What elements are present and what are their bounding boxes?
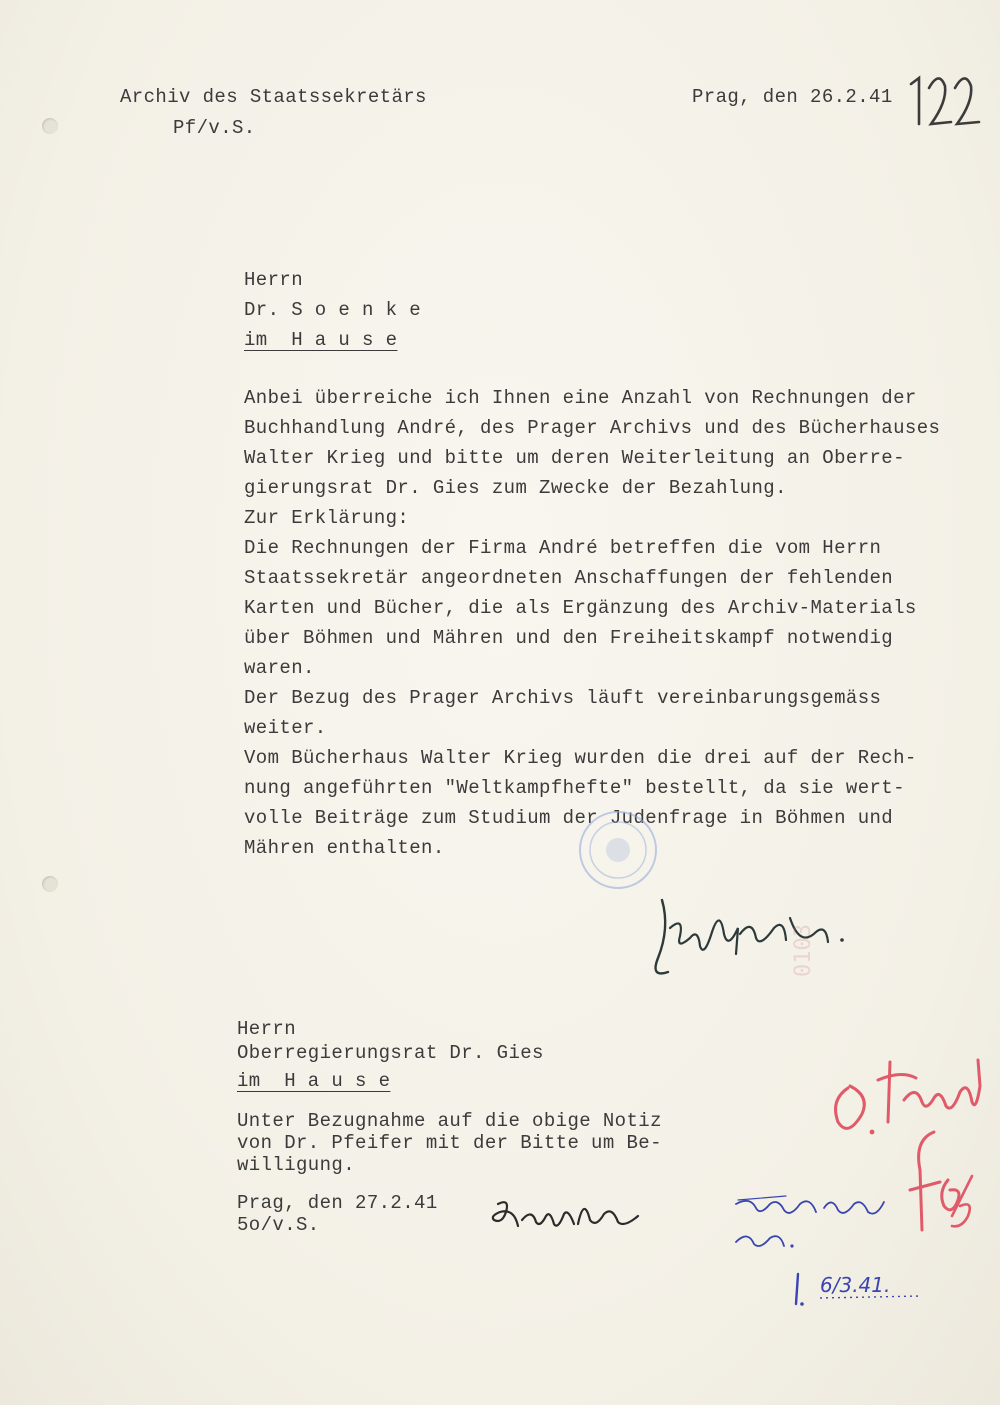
letter2-place-date: Prag, den 27.2.41 bbox=[237, 1192, 438, 1214]
page-number-handwritten bbox=[905, 62, 985, 132]
svg-text:6/3.41.: 6/3.41. bbox=[820, 1273, 891, 1297]
body-line: willigung. bbox=[237, 1154, 356, 1176]
body-line: nung angeführten "Weltkampfhefte" bestellt, da sie wert- bbox=[244, 777, 905, 799]
body-line: Der Bezug des Prager Archivs läuft vereinbarungsgemäss bbox=[244, 687, 882, 709]
body-line: Mähren enthalten. bbox=[244, 837, 445, 859]
body-line: von Dr. Pfeifer mit der Bitte um Be- bbox=[237, 1132, 662, 1154]
body-line: Karten und Bücher, die als Ergänzung des Archiv-Materials bbox=[244, 597, 917, 619]
body-line: Buchhandlung André, des Prager Archivs und des Bücherhauses bbox=[244, 417, 941, 439]
blue-ink-note bbox=[730, 1188, 910, 1258]
punch-hole-bottom bbox=[42, 876, 58, 892]
sender-reference: Pf/v.S. bbox=[173, 117, 256, 139]
faint-stamp-number bbox=[735, 902, 816, 1012]
body-line: Die Rechnungen der Firma André betreffen die vom Herrn bbox=[244, 537, 882, 559]
archive-stamp bbox=[568, 800, 668, 900]
body-line: Unter Bezugnahme auf die obige Notiz bbox=[237, 1110, 662, 1132]
body-line: weiter. bbox=[244, 717, 327, 739]
letter1-location: im H a u s e bbox=[244, 329, 398, 351]
letter1-salutation: Herrn bbox=[244, 269, 304, 291]
body-line: Walter Krieg und bitte um deren Weiterleitung an Oberre- bbox=[244, 447, 905, 469]
sender-line: Archiv des Staatssekretärs bbox=[120, 86, 427, 108]
body-line: waren. bbox=[244, 657, 315, 679]
letter2-reference: 5o/v.S. bbox=[237, 1214, 320, 1236]
body-line: volle Beiträge zum Studium der Judenfrage in Böhmen und bbox=[244, 807, 894, 829]
letter2-location: im H a u s e bbox=[237, 1070, 391, 1092]
body-line: über Böhmen und Mähren und den Freiheitskampf notwendig bbox=[244, 627, 894, 649]
header-place-date: Prag, den 26.2.41 bbox=[692, 86, 893, 108]
body-line: gierungsrat Dr. Gies zum Zwecke der Bezahlung. bbox=[244, 477, 787, 499]
svg-text:0103: 0103 bbox=[791, 924, 816, 977]
blue-ink-date bbox=[790, 1262, 940, 1312]
body-line: Vom Bücherhaus Walter Krieg wurden die drei auf der Rech- bbox=[244, 747, 917, 769]
body-line: Anbei überreiche ich Ihnen eine Anzahl von Rechnungen der bbox=[244, 387, 917, 409]
signature-soenke bbox=[488, 1190, 658, 1240]
punch-hole-top bbox=[42, 118, 58, 134]
letter1-name: Dr. S o e n k e bbox=[244, 299, 422, 321]
body-line: Staatssekretär angeordneten Anschaffungen der fehlenden bbox=[244, 567, 894, 589]
letter2-name: Oberregierungsrat Dr. Gies bbox=[237, 1042, 544, 1064]
body-line: Zur Erklärung: bbox=[244, 507, 410, 529]
letter2-salutation: Herrn bbox=[237, 1018, 297, 1040]
red-pencil-mark bbox=[900, 1120, 980, 1240]
